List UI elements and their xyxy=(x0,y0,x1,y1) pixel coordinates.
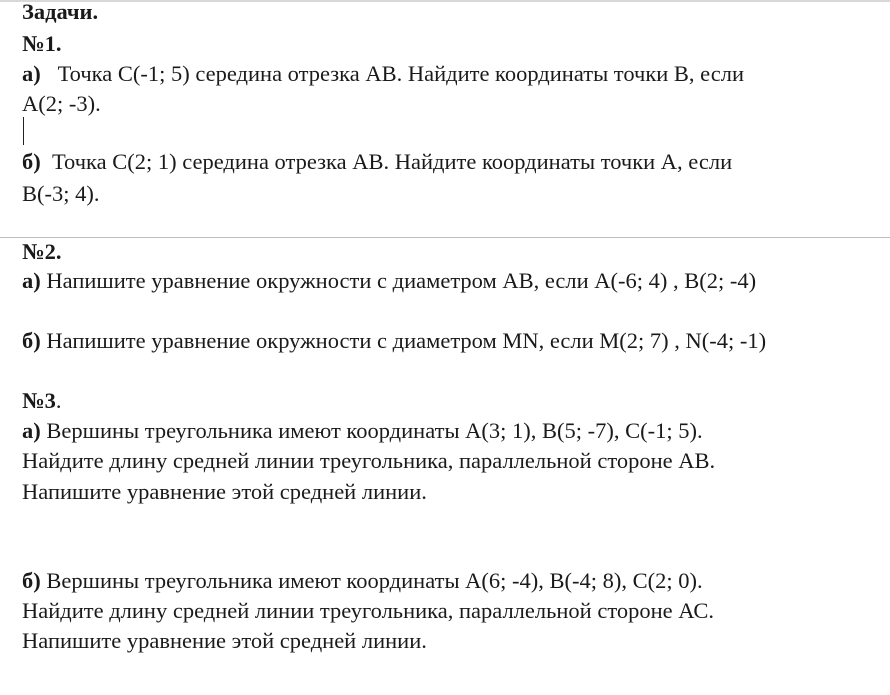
task3-number xyxy=(22,388,62,414)
task3-a-line3: Напишите уравнение этой средней линии. xyxy=(22,479,427,504)
task3-a-label: а) xyxy=(22,418,41,443)
task1-b-text: Точка С(2; 1) середина отрезка АВ. Найдите координаты точки А, если xyxy=(52,149,733,174)
task2-number: №2. xyxy=(22,239,62,264)
task3-b-text: Вершины треугольника имеют координаты А(6; -4), В(-4; 8), С(2; 0). xyxy=(46,568,703,593)
task3-a-line2: Найдите длину средней линии треугольника, параллельной стороне АВ. xyxy=(22,448,716,473)
task3-number-label: №3 xyxy=(22,388,56,413)
page-title: Задачи. xyxy=(22,0,99,24)
task1-a-label: а) xyxy=(22,61,41,86)
task1-number: №1. xyxy=(22,31,62,56)
page-divider xyxy=(0,237,890,238)
task3-b-label: б) xyxy=(22,568,41,593)
task3-a-line1 xyxy=(22,418,703,444)
task1-a-line1 xyxy=(22,61,744,87)
text-cursor xyxy=(23,117,24,145)
task3-b-line2: Найдите длину средней линии треугольника, параллельной стороне АС. xyxy=(22,598,715,623)
task3-a-text: Вершины треугольника имеют координаты А(3; 1), В(5; -7), С(-1; 5). xyxy=(46,418,703,443)
task2-b xyxy=(22,328,766,354)
task2-a-text: Напишите уравнение окружности с диаметром АВ, если А(-6; 4) , В(2; -4) xyxy=(46,268,757,293)
task3-b-line1 xyxy=(22,568,703,594)
task3-b-line3: Напишите уравнение этой средней линии. xyxy=(22,628,427,653)
task1-b-line2: В(-3; 4). xyxy=(22,181,100,206)
top-border xyxy=(0,0,890,2)
task1-b-label: б) xyxy=(22,149,41,174)
task1-b-line1 xyxy=(22,149,732,175)
task3-number-suffix: . xyxy=(55,388,62,413)
task2-a-label: а) xyxy=(22,268,41,293)
task1-a-text: Точка С(-1; 5) середина отрезка АВ. Найдите координаты точки В, если xyxy=(57,61,744,86)
task2-b-text: Напишите уравнение окружности с диаметром MN, если М(2; 7) , N(-4; -1) xyxy=(46,328,767,353)
task2-a xyxy=(22,268,756,294)
task1-a-line2: А(2; -3). xyxy=(22,91,101,116)
task2-b-label: б) xyxy=(22,328,41,353)
